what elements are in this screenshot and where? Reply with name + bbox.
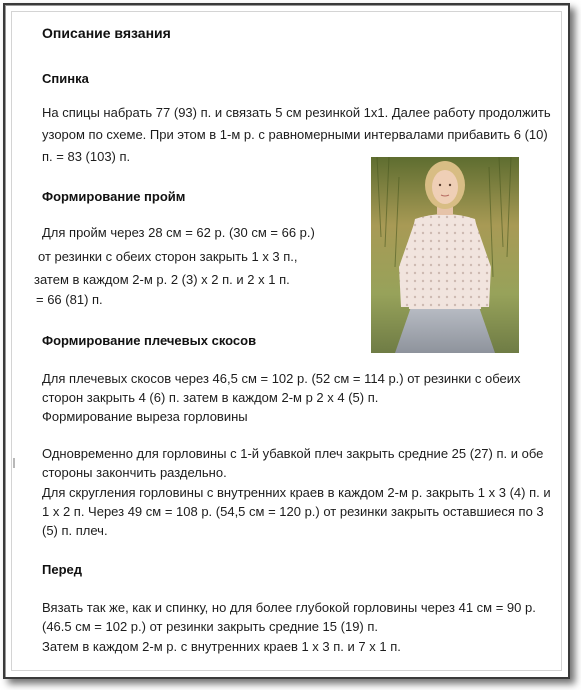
front-line: (46.5 см = 102 р.) от резинки закрыть средние 15 (19) п. [42,619,379,634]
front-heading: Перед [42,562,82,577]
back-line: узором по схеме. При этом в 1-м р. с равномерными интервалами прибавить 6 (10) [42,127,548,142]
armholes-line: от резинки с обеих сторон закрыть 1 х 3 п., [38,249,298,264]
armholes-line: = 66 (81) п. [36,292,103,307]
front-line: Затем в каждом 2-м р. с внутренних краев 1 х 3 п. и 7 х 1 п. [42,639,401,654]
woman-in-lace-sweater-image [371,157,519,353]
shoulders-line: Для плечевых скосов через 46,5 см = 102 р. (52 см = 114 р.) от резинки с обеих [42,371,521,386]
neck-line: 1 х 2 п. Через 49 см = 108 р. (54,5 см = 120 р.) от резинки закрыть оставшиеся по 3 [42,504,544,519]
neckline-heading: Формирование выреза горловины [42,409,248,424]
front-line: Вязать так же, как и спинку, но для более глубокой горловины через 41 см = 90 р. [42,600,536,615]
neck-line: Одновременно для горловины с 1-й убавкой плеч закрыть средние 25 (27) п. и обе [42,446,544,461]
neck-line: Для скругления горловины с внутренних краев в каждом 2-м р. закрыть 1 х 3 (4) п. и [42,485,551,500]
document-title: Описание вязания [42,25,171,41]
armholes-line: Для пройм через 28 см = 62 р. (30 см = 66 р.) [42,225,315,240]
neck-line: (5) п. плеч. [42,523,108,538]
shoulders-heading: Формирование плечевых скосов [42,333,257,348]
armholes-heading: Формирование пройм [42,189,186,204]
shoulders-line: сторон закрыть 4 (6) п. затем в каждом 2-м р 2 х 4 (5) п. [42,390,379,405]
neck-line: стороны закончить раздельно. [42,465,227,480]
back-line: п. = 83 (103) п. [42,149,131,164]
back-line: На спицы набрать 77 (93) п. и связать 5 см резинкой 1х1. Далее работу продолжить [42,105,551,120]
armholes-line: затем в каждом 2-м р. 2 (3) х 2 п. и 2 х 1 п. [34,272,290,287]
back-heading: Спинка [42,71,89,86]
model-photo [371,157,519,353]
